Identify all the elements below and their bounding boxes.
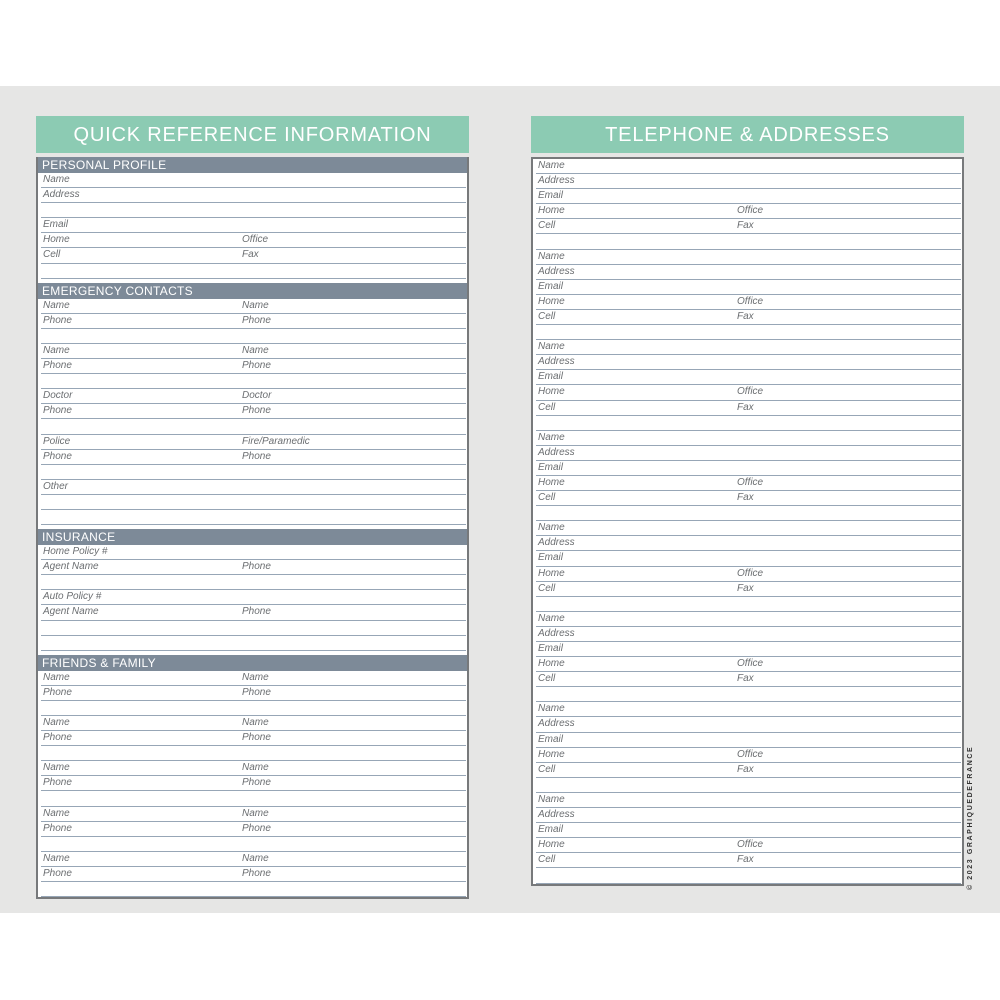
- field-label-name: Name: [538, 522, 565, 534]
- telephone-addresses-page: [531, 116, 964, 886]
- form-line[interactable]: [536, 551, 961, 566]
- form-line[interactable]: [41, 731, 466, 746]
- field-label-doctor: Doctor: [43, 390, 73, 402]
- field-label-office: Office: [737, 476, 764, 488]
- form-line[interactable]: [41, 671, 466, 686]
- field-label-agent-name: Agent Name: [43, 606, 99, 618]
- field-label-email: Email: [538, 190, 564, 202]
- field-label-office: Office: [737, 295, 764, 307]
- form-line[interactable]: [536, 491, 961, 506]
- telephone-addresses-title: TELEPHONE & ADDRESSES: [531, 116, 964, 153]
- field-label-fax: Fax: [737, 854, 754, 866]
- form-line[interactable]: [41, 419, 466, 434]
- form-line[interactable]: [536, 536, 961, 551]
- form-line[interactable]: [41, 716, 466, 731]
- field-label-cell: Cell: [538, 492, 556, 504]
- field-label-address: Address: [538, 265, 575, 277]
- form-line[interactable]: [536, 189, 961, 204]
- field-label-office: Office: [242, 234, 269, 246]
- form-line[interactable]: [536, 159, 961, 174]
- form-line[interactable]: [41, 344, 466, 359]
- form-line[interactable]: [536, 340, 961, 355]
- field-label-name: Name: [43, 299, 70, 311]
- form-line[interactable]: [536, 672, 961, 687]
- section-emergency-contacts: [38, 283, 467, 525]
- form-line[interactable]: [41, 621, 466, 636]
- form-line[interactable]: [536, 868, 961, 883]
- field-label-home: Home: [538, 205, 565, 217]
- form-line[interactable]: [536, 416, 961, 431]
- form-line[interactable]: [536, 219, 961, 234]
- form-line[interactable]: [41, 590, 466, 605]
- field-label-name: Name: [43, 174, 70, 185]
- form-line[interactable]: [41, 314, 466, 329]
- field-label-fax: Fax: [737, 492, 754, 504]
- form-line[interactable]: [536, 355, 961, 370]
- form-line[interactable]: [41, 299, 466, 314]
- form-line[interactable]: [41, 465, 466, 480]
- form-line[interactable]: [41, 233, 466, 248]
- form-line[interactable]: [41, 807, 466, 822]
- form-line[interactable]: [41, 686, 466, 701]
- form-line[interactable]: [41, 450, 466, 465]
- field-label-fire-paramedic: Fire/Paramedic: [242, 435, 310, 447]
- form-line[interactable]: [536, 250, 961, 265]
- form-line[interactable]: [41, 374, 466, 389]
- section-header: FRIENDS & FAMILY: [38, 655, 467, 671]
- field-label-office: Office: [737, 567, 764, 579]
- form-line[interactable]: [536, 612, 961, 627]
- field-label-cell: Cell: [538, 582, 556, 594]
- field-label-phone: Phone: [43, 822, 72, 834]
- field-label-fax: Fax: [737, 673, 754, 685]
- field-label-cell: Cell: [538, 673, 556, 685]
- form-line[interactable]: [536, 702, 961, 717]
- section-header: INSURANCE: [38, 529, 467, 545]
- field-label-phone: Phone: [43, 732, 72, 744]
- form-line[interactable]: [41, 495, 466, 510]
- field-label-email: Email: [43, 219, 69, 231]
- field-label-name: Name: [43, 671, 70, 683]
- form-line[interactable]: [536, 385, 961, 400]
- form-line[interactable]: [536, 717, 961, 732]
- quick-reference-form: [36, 157, 469, 899]
- field-label-name: Name: [43, 344, 70, 356]
- field-label-name: Name: [538, 250, 565, 262]
- field-label-address: Address: [538, 537, 575, 549]
- form-line[interactable]: [536, 506, 961, 521]
- field-label-home: Home: [538, 567, 565, 579]
- field-label-name: Name: [242, 717, 269, 728]
- form-line[interactable]: [41, 636, 466, 651]
- field-label-agent-name: Agent Name: [43, 561, 99, 573]
- form-line[interactable]: [41, 867, 466, 882]
- field-label-address: Address: [538, 627, 575, 639]
- field-label-phone: Phone: [242, 777, 271, 789]
- field-label-email: Email: [538, 552, 564, 564]
- field-label-phone: Phone: [43, 686, 72, 698]
- form-line[interactable]: [536, 521, 961, 536]
- form-line[interactable]: [536, 234, 961, 249]
- field-label-phone: Phone: [242, 450, 271, 462]
- form-line[interactable]: [536, 808, 961, 823]
- field-label-home: Home: [538, 295, 565, 307]
- field-label-doctor: Doctor: [242, 390, 272, 402]
- field-label-fax: Fax: [737, 763, 754, 775]
- field-label-phone: Phone: [242, 732, 271, 744]
- field-label-phone: Phone: [242, 314, 271, 326]
- field-label-address: Address: [538, 356, 575, 368]
- field-label-fax: Fax: [737, 401, 754, 413]
- form-line[interactable]: [536, 325, 961, 340]
- field-label-name: Name: [242, 299, 269, 311]
- form-line[interactable]: [41, 822, 466, 837]
- form-line[interactable]: [536, 642, 961, 657]
- form-line[interactable]: [41, 791, 466, 806]
- form-line[interactable]: [41, 701, 466, 716]
- field-label-cell: Cell: [538, 220, 556, 232]
- field-label-name: Name: [43, 807, 70, 819]
- field-label-address: Address: [538, 718, 575, 730]
- form-line[interactable]: [536, 778, 961, 793]
- form-line[interactable]: [536, 733, 961, 748]
- field-label-name: Name: [538, 612, 565, 624]
- field-label-phone: Phone: [43, 777, 72, 789]
- field-label-email: Email: [538, 733, 564, 745]
- field-label-phone: Phone: [43, 450, 72, 462]
- field-label-name: Name: [538, 793, 565, 805]
- field-label-phone: Phone: [43, 314, 72, 326]
- field-label-cell: Cell: [43, 249, 61, 261]
- form-line[interactable]: [41, 359, 466, 374]
- field-label-office: Office: [737, 839, 764, 851]
- form-line[interactable]: [41, 173, 466, 188]
- field-label-auto-policy: Auto Policy #: [43, 591, 102, 603]
- field-label-home: Home: [538, 476, 565, 488]
- field-label-address: Address: [538, 809, 575, 821]
- field-label-office: Office: [737, 205, 764, 217]
- field-label-phone: Phone: [43, 360, 72, 372]
- telephone-addresses-form: [531, 157, 964, 886]
- field-label-email: Email: [538, 461, 564, 473]
- form-line[interactable]: [41, 480, 466, 495]
- form-line[interactable]: [41, 435, 466, 450]
- field-label-phone: Phone: [242, 867, 271, 879]
- field-label-office: Office: [737, 658, 764, 670]
- form-line[interactable]: [536, 838, 961, 853]
- field-label-phone: Phone: [242, 360, 271, 372]
- form-line[interactable]: [536, 687, 961, 702]
- form-line[interactable]: [41, 837, 466, 852]
- field-label-name: Name: [43, 852, 70, 864]
- field-label-email: Email: [538, 824, 564, 836]
- field-label-address: Address: [538, 446, 575, 458]
- field-label-fax: Fax: [737, 582, 754, 594]
- form-line[interactable]: [41, 264, 466, 279]
- form-line[interactable]: [536, 597, 961, 612]
- field-label-home: Home: [538, 839, 565, 851]
- field-label-fax: Fax: [737, 220, 754, 232]
- field-label-name: Name: [242, 807, 269, 819]
- field-label-other: Other: [43, 480, 69, 492]
- section-personal-profile: [38, 157, 467, 279]
- field-label-name: Name: [43, 717, 70, 728]
- field-label-cell: Cell: [538, 854, 556, 866]
- field-label-phone: Phone: [242, 822, 271, 834]
- form-line[interactable]: [41, 389, 466, 404]
- field-label-cell: Cell: [538, 401, 556, 413]
- form-line[interactable]: [536, 310, 961, 325]
- form-line[interactable]: [536, 476, 961, 491]
- field-label-phone: Phone: [242, 405, 271, 417]
- field-label-phone: Phone: [43, 405, 72, 417]
- form-line[interactable]: [41, 218, 466, 233]
- form-line[interactable]: [536, 446, 961, 461]
- quick-reference-page: [36, 116, 469, 899]
- form-line[interactable]: [536, 431, 961, 446]
- form-line[interactable]: [536, 748, 961, 763]
- form-line[interactable]: [536, 204, 961, 219]
- field-label-name: Name: [43, 762, 70, 774]
- form-line[interactable]: [41, 882, 466, 897]
- field-label-address: Address: [43, 189, 80, 201]
- copyright-notice: © 2023 GRAPHIQUEDEFRANCE: [967, 745, 974, 890]
- field-label-fax: Fax: [242, 249, 259, 261]
- form-line[interactable]: [41, 329, 466, 344]
- field-label-name: Name: [538, 160, 565, 171]
- field-label-name: Name: [538, 341, 565, 353]
- form-line[interactable]: [41, 510, 466, 525]
- form-line[interactable]: [41, 776, 466, 791]
- field-label-police: Police: [43, 435, 71, 447]
- field-label-name: Name: [538, 431, 565, 443]
- form-line[interactable]: [536, 280, 961, 295]
- form-line[interactable]: [41, 404, 466, 419]
- form-line[interactable]: [536, 763, 961, 778]
- field-label-phone: Phone: [43, 867, 72, 879]
- field-label-cell: Cell: [538, 310, 556, 322]
- field-label-home-policy: Home Policy #: [43, 546, 108, 558]
- form-line[interactable]: [536, 295, 961, 310]
- form-line[interactable]: [41, 203, 466, 218]
- form-line[interactable]: [536, 567, 961, 582]
- field-label-office: Office: [737, 748, 764, 760]
- section-header: EMERGENCY CONTACTS: [38, 283, 467, 299]
- form-line[interactable]: [536, 582, 961, 597]
- form-line[interactable]: [536, 461, 961, 476]
- field-label-name: Name: [242, 671, 269, 683]
- field-label-name: Name: [538, 703, 565, 715]
- field-label-office: Office: [737, 386, 764, 398]
- field-label-home: Home: [538, 658, 565, 670]
- section-header: PERSONAL PROFILE: [38, 157, 467, 173]
- field-label-email: Email: [538, 643, 564, 654]
- form-line[interactable]: [536, 627, 961, 642]
- section-friends-family: [38, 655, 467, 897]
- form-line[interactable]: [536, 401, 961, 416]
- field-label-home: Home: [538, 748, 565, 760]
- form-line[interactable]: [536, 370, 961, 385]
- field-label-name: Name: [242, 762, 269, 774]
- field-label-address: Address: [538, 175, 575, 187]
- field-label-name: Name: [242, 852, 269, 864]
- field-label-email: Email: [538, 280, 564, 292]
- field-label-home: Home: [538, 386, 565, 398]
- field-label-phone: Phone: [242, 686, 271, 698]
- quick-reference-title: QUICK REFERENCE INFORMATION: [36, 116, 469, 153]
- form-line[interactable]: [41, 248, 466, 263]
- form-line[interactable]: [536, 823, 961, 838]
- field-label-fax: Fax: [737, 310, 754, 322]
- field-label-cell: Cell: [538, 763, 556, 775]
- field-label-phone: Phone: [242, 606, 271, 618]
- form-line[interactable]: [41, 545, 466, 560]
- form-line[interactable]: [536, 174, 961, 189]
- field-label-name: Name: [242, 344, 269, 356]
- field-label-phone: Phone: [242, 561, 271, 573]
- section-insurance: [38, 529, 467, 651]
- form-line[interactable]: [41, 575, 466, 590]
- form-line[interactable]: [536, 793, 961, 808]
- field-label-home: Home: [43, 234, 70, 246]
- form-line[interactable]: [41, 746, 466, 761]
- form-line[interactable]: [41, 761, 466, 776]
- form-line[interactable]: [41, 188, 466, 203]
- form-line[interactable]: [41, 560, 466, 575]
- form-line[interactable]: [536, 265, 961, 280]
- form-line[interactable]: [41, 852, 466, 867]
- form-line[interactable]: [536, 657, 961, 672]
- field-label-email: Email: [538, 371, 564, 383]
- form-line[interactable]: [536, 853, 961, 868]
- form-line[interactable]: [41, 605, 466, 620]
